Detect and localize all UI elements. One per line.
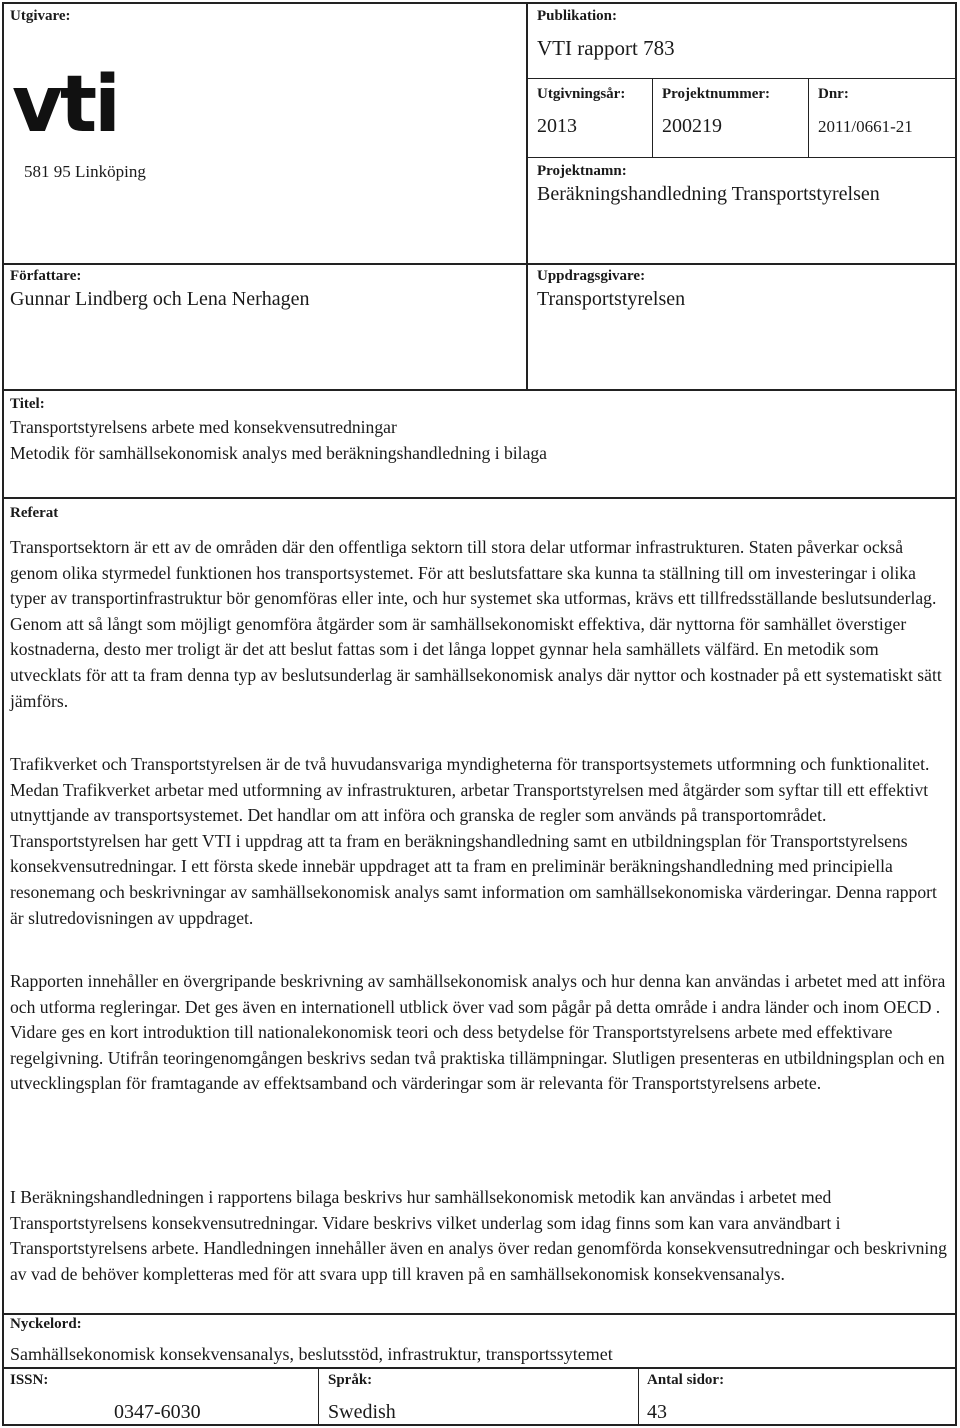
codes-vdivider-2 [808, 78, 809, 158]
language-value: Swedish [328, 1401, 396, 1423]
authors-value: Gunnar Lindberg och Lena Nerhagen [10, 288, 310, 310]
codes-vdivider-1 [652, 78, 653, 158]
issn-label: ISSN: [10, 1372, 49, 1388]
title-label: Titel: [10, 396, 45, 412]
publication-value: VTI rapport 783 [537, 36, 675, 60]
title-line-2: Metodik för samhällsekonomisk analys med beräkningshandledning i bilaga [10, 443, 547, 463]
abstract-paragraph-4: I Beräkningshandledningen i rapportens bilaga beskrivs hur samhällsekonomisk metodik kan användas i arbetet med Transportstyrelsens konsekvensutredningar. Vidare beskrivs vilket underlag som idag finns som kan vara användbart i Transportstyrelsens arbete. Handledningen innehåller även en analys över redan genomförda konsekvensutredningar och beskrivning av vad de behöver kompletteras med för att svara upp till kraven på en samhällsekonomisk konsekvensanalys. [10, 1187, 947, 1284]
codes-hline [526, 157, 957, 158]
header-vdivider [526, 2, 528, 264]
authors-vdivider [526, 263, 528, 390]
border-top [2, 2, 957, 4]
abstract-paragraph-2: Trafikverket och Transportstyrelsen är de två huvudansvariga myndigheterna för transportsystemets utformning och funktionalitet. Medan Trafikverket arbetar med utformning av infrastrukturen, arbetar Transportstyrelsen med åtgärder som syftar till ett effektivt utnyttjande av transportsystemet. Det handlar om att införa och granska de regler som används på transportområdet. Transportstyrelsen har gett VTI i uppdrag att ta fram en beräkningshandledning samt en utbildningsplan för Transportstyrelsens konsekvensutredningar. I ett första skede innebär uppdraget att ta fram en preliminär beräkningshandledning med principiella resonemang och beskrivningar av samhällsekonomisk analys samt information om samhällsekonomiska värderingar. Denna rapport är slutredovisningen av uppdraget. [10, 754, 937, 928]
project-number-label: Projektnummer: [662, 86, 771, 102]
project-name-label: Projektnamn: [537, 163, 627, 179]
abstract-hline [2, 497, 957, 499]
border-bottom [2, 1424, 957, 1426]
publication-label: Publikation: [537, 8, 618, 24]
keywords-value: Samhällsekonomisk konsekvensanalys, beslutsstöd, infrastruktur, transportssytemet [10, 1344, 613, 1364]
abstract-label: Referat [10, 505, 59, 521]
dnr-label: Dnr: [818, 86, 849, 102]
authors-hline [2, 263, 957, 265]
abstract-paragraph-1: Transportsektorn är ett av de områden där den offentliga sektorn till stora delar utformar infrastrukturen. Staten påverkar också genom olika styrmedel funktionen hos transportsystemet. För att beslutsfattare ska kunna ta ställning till om investeringar i olika typer av transportinfrastruktur bör genomföras eller inte, och hur systemet ska utformas, krävs ett tillfredsställande beslutsunderlag. Genom att så långt som möjligt genomföra åtgärder som är samhällsekonomiskt effektiva, där nyttorna för samhället överstiger kostnaderna, desto mer troligt är det att beslut fattas som i det långa loppet gynnar hela samhällets välfärd. En metodik som utvecklats för att ta fram denna typ av beslutsunderlag är samhällsekonomisk analys där nyttor och kostnader på ett systematiskt sätt jämförs. [10, 537, 942, 711]
project-number-value: 200219 [662, 115, 722, 137]
authors-label: Författare: [10, 268, 82, 284]
client-value: Transportstyrelsen [537, 288, 686, 310]
project-name-value: Beräkningshandledning Transportstyrelsen [537, 183, 880, 205]
year-label: Utgivningsår: [537, 86, 626, 102]
vti-logo: vti [12, 60, 118, 150]
keywords-hline [2, 1313, 957, 1315]
issn-value: 0347-6030 [114, 1401, 201, 1423]
client-label: Uppdragsgivare: [537, 268, 646, 284]
footer-vdivider-2 [638, 1367, 639, 1426]
keywords-label: Nyckelord: [10, 1316, 82, 1332]
pages-label: Antal sidor: [647, 1372, 725, 1388]
footer-vdivider-1 [318, 1367, 319, 1426]
pub-hline [526, 78, 957, 79]
publisher-label: Utgivare: [10, 8, 71, 24]
border-left [2, 2, 4, 1426]
abstract-paragraph-3: Rapporten innehåller en övergripande beskrivning av samhällsekonomisk analys och hur denna kan användas i arbetet med att införa och utforma regleringar. Det ges även en internationell utblick över vad som pågår på detta område i andra länder och inom OECD . Vidare ges en kort introduktion till nationalekonomisk teori och dess betydelse för Transportstyrelsens arbete med effektivare regelgivning. Utifrån teoringenomgången beskrivs sedan två praktiska tillämpningar. Slutligen presenteras en utbildningsplan och en utvecklingsplan för framtagande av effektsamband och värderingar som är relevanta för Transportstyrelsens arbete. [10, 971, 946, 1094]
dnr-value: 2011/0661-21 [818, 117, 913, 136]
language-label: Språk: [328, 1372, 373, 1388]
title-line-1: Transportstyrelsens arbete med konsekvensutredningar [10, 417, 397, 437]
title-hline [2, 389, 957, 391]
border-right [955, 2, 957, 1426]
footer-hline [2, 1367, 957, 1369]
pages-value: 43 [647, 1401, 667, 1423]
publisher-address: 581 95 Linköping [24, 162, 146, 181]
year-value: 2013 [537, 115, 577, 137]
